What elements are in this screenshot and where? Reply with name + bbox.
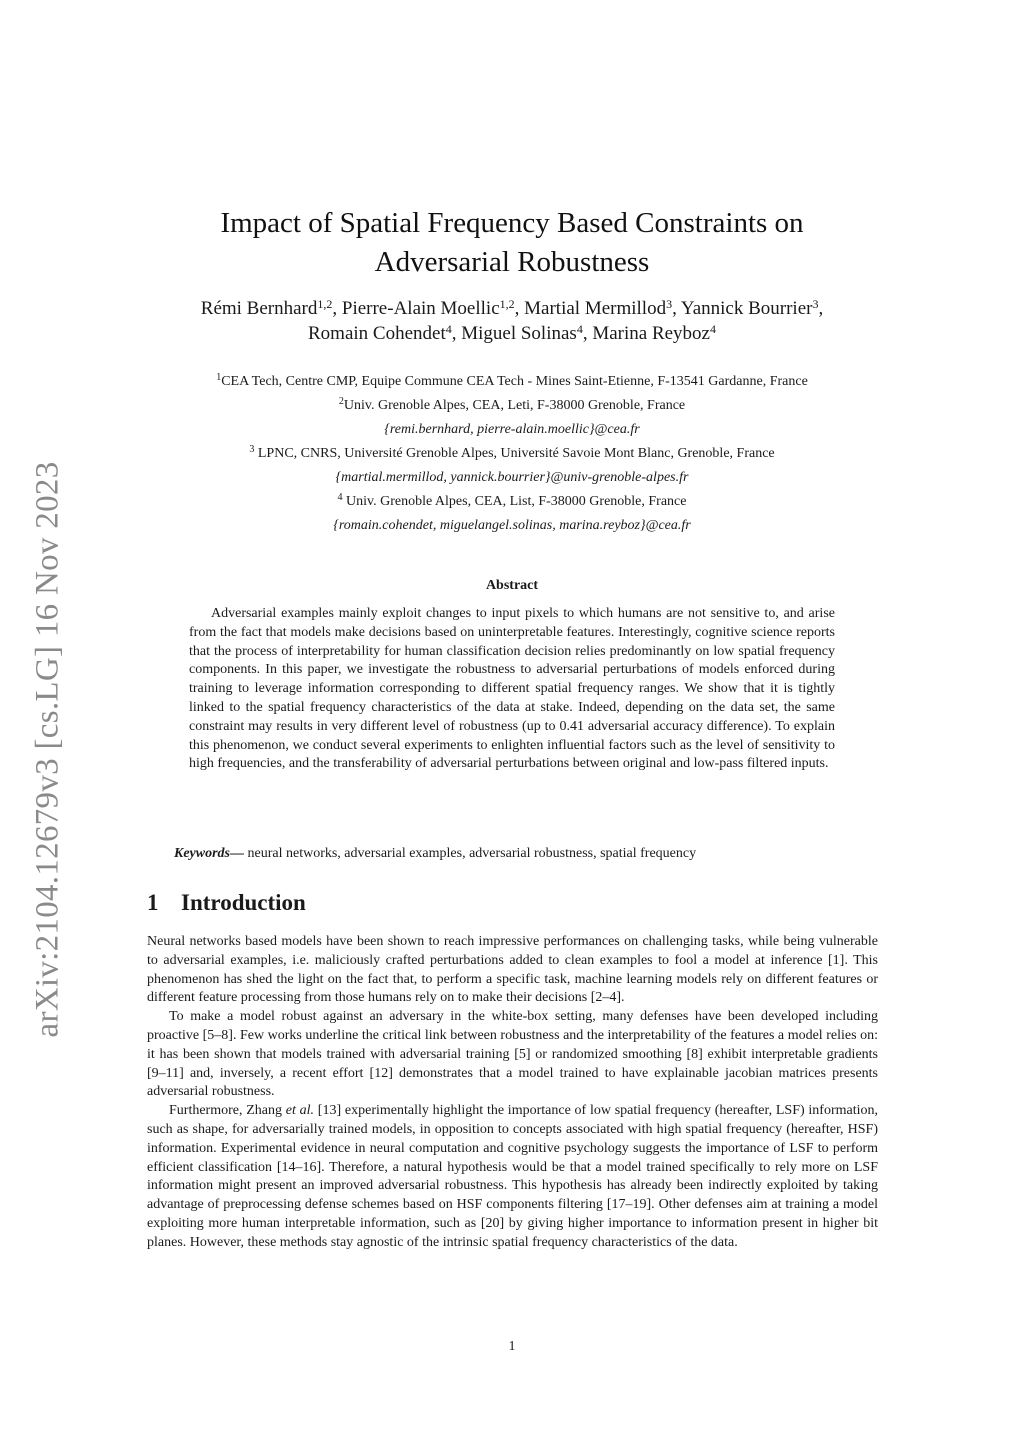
author-line-1	[0, 296, 1024, 321]
paragraph-3: Furthermore, Zhang et al. [13] experimentally highlight the importance of low spatial frequency (hereafter, LSF) information, such as shape, for adversarially trained models, in opposition to concepts associated with high spatial frequency (hereafter, HSF) information. Experimental evidence in neural computation and cognitive psychology suggests the importance of LSF to perform efficient classification [14–16]. Therefore, a natural hypothesis would be that a model trained specifically to rely more on LSF information might present an improved adversarial robustness. This hypothesis has already been indirectly exploited by taking advantage of preprocessing defense schemes based on HSF components filtering [17–19]. Other defenses aim at training a model exploiting more human interpretable information, such as [20] by giving higher importance to information present in higher bit planes. However, these methods stay agnostic of the intrinsic spatial frequency characteristics of the data.	[147, 1103, 878, 1250]
affiliation-2: $^2$Univ. Grenoble Alpes, CEA, Leti, F-38000 Grenoble, France	[338, 396, 686, 413]
author-affiliation-mark: 4	[709, 322, 716, 336]
author-name: , Marina Reyboz	[582, 323, 710, 344]
title-line-2: Adversarial Robustness	[374, 246, 650, 278]
author-affiliation-mark: 3	[812, 297, 819, 311]
author-affiliation-mark: 4	[576, 322, 583, 336]
abstract-heading: Abstract	[485, 578, 539, 593]
author-line-2	[0, 321, 1024, 346]
email-group-3[interactable]: {romain.cohendet, miguelangel.solinas, marina.reyboz}@cea.fr	[333, 518, 691, 533]
author-name: Romain Cohendet	[308, 323, 446, 344]
author-name: , Miguel Solinas	[451, 323, 577, 344]
paragraph-1: Neural networks based models have been shown to reach impressive performances on challenging tasks, while being vulnerable to adversarial examples, i.e. maliciously crafted perturbations added to clean examples to fool a model at inference [1]. This phenomenon has shed the light on the fact that, to perform a specific task, machine learning models rely on different features or different feature processing from those humans rely on to make their decisions [2–4].	[147, 934, 878, 1006]
author-affiliation-mark: 1,2	[317, 297, 333, 311]
author-name: , Martial Mermillod	[514, 298, 667, 319]
author-list	[0, 296, 1024, 346]
page-number: 1	[508, 1339, 516, 1354]
author-name: Rémi Bernhard	[200, 298, 318, 319]
author-separator: ,	[818, 298, 824, 319]
affiliation-3: $^3$ LPNC, CNRS, Université Grenoble Alpes, Université Savoie Mont Blanc, Grenoble, France	[249, 444, 775, 461]
abstract-text: Adversarial examples mainly exploit changes to input pixels to which humans are not sensitive to, and arise from the fact that models make decisions based on uninterpretable features. Interestingly, cognitive science reports that the process of interpretability for human classification decision relies predominantly on low spatial frequency components. In this paper, we investigate the robustness to adversarial perturbations of models enforced during training to leverage information corresponding to different spatial frequency ranges. We show that it is tightly linked to the spatial frequency characteristics of the data at stake. Indeed, depending on the data set, the same constraint may results in very different level of robustness (up to 0.41 adversarial accuracy difference). To explain this phenomenon, we conduct several experiments to enlighten influential factors such as the level of sensitivity to high frequencies, and the transferability of adversarial perturbations between original and low-pass filtered inputs.	[189, 606, 835, 772]
affiliations	[0, 372, 1024, 540]
author-name: , Pierre-Alain Moellic	[332, 298, 500, 319]
author-affiliation-mark: 3	[666, 297, 673, 311]
paper-title	[0, 204, 1024, 282]
keywords-list: neural networks, adversarial examples, adversarial robustness, spatial frequency	[244, 846, 697, 861]
author-name: , Yannick Bourrier	[672, 298, 813, 319]
author-affiliation-mark: 4	[445, 322, 452, 336]
introduction-body	[147, 933, 878, 1253]
author-affiliation-mark: 1,2	[499, 297, 515, 311]
email-group-1[interactable]: {remi.bernhard, pierre-alain.moellic}@cea.fr	[384, 422, 640, 437]
section-number: 1	[147, 890, 159, 915]
et-al-italic: et al.	[285, 1103, 315, 1119]
affiliation-4: $^4$ Univ. Grenoble Alpes, CEA, List, F-38000 Grenoble, France	[337, 492, 687, 509]
paragraph-2: To make a model robust against an adversary in the white-box setting, many defenses have been developed including proactive [5–8]. Few works underline the critical link between robustness and the interpretability of the features a model relies on: it has been shown that models trained with adversarial training [5] or randomized smoothing [8] exhibit interpretable gradients [9–11] and, inversely, a recent effort [12] demonstrates that a model trained to have explainable jacobian matrices presents adversarial robustness.	[147, 1009, 878, 1100]
arxiv-stamp-text: arXiv:2104.12679v3 [cs.LG] 16 Nov 2023	[29, 461, 66, 1037]
section-heading-introduction	[147, 890, 306, 916]
keywords	[174, 845, 874, 863]
title-line-1: Impact of Spatial Frequency Based Constraints on	[220, 207, 804, 239]
section-title: Introduction	[181, 890, 306, 915]
email-group-2[interactable]: {martial.mermillod, yannick.bourrier}@univ-grenoble-alpes.fr	[335, 470, 689, 485]
keywords-label: Keywords—	[174, 846, 244, 861]
affiliation-1: $^1$CEA Tech, Centre CMP, Equipe Commune CEA Tech - Mines Saint-Etienne, F-13541 Gardanne, France	[216, 372, 808, 389]
